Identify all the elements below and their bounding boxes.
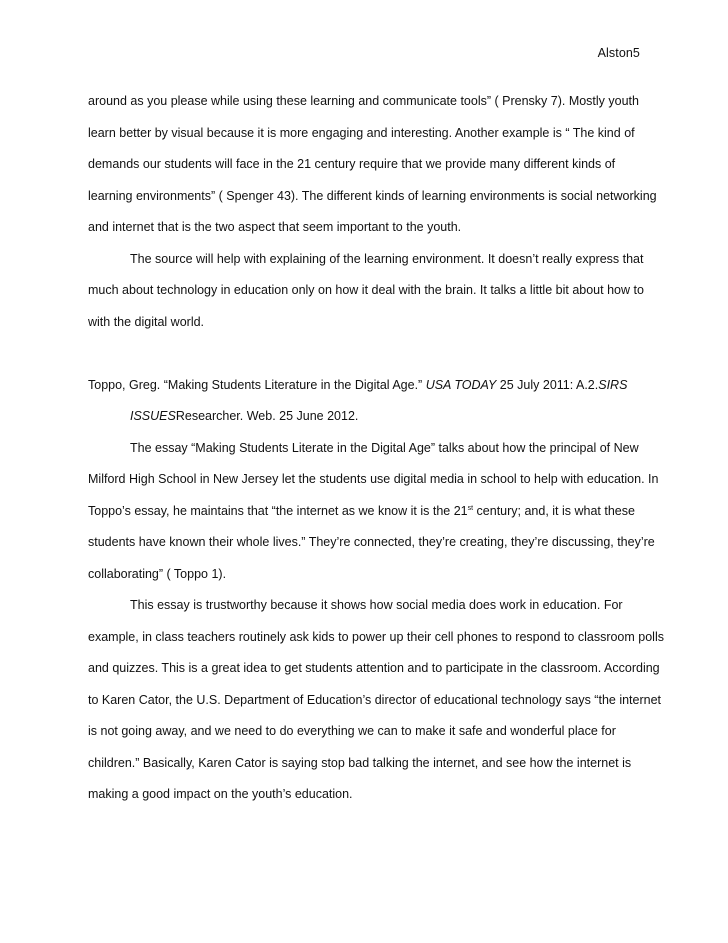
blank-line xyxy=(88,338,648,370)
citation-text: Toppo, Greg. “Making Students Literature in the Digital Age.” xyxy=(88,377,426,392)
citation-line-2 xyxy=(88,401,648,433)
citation-database: SIRS xyxy=(598,377,628,392)
page-header-label: Alston5 xyxy=(597,46,640,60)
paragraph2-line: The source will help with explaining of the learning environment. It doesn’t really express that xyxy=(130,251,644,266)
paragraph3-line: The essay “Making Students Literate in the Digital Age” talks about how the principal of New xyxy=(130,440,639,455)
paragraph4-line: making a good impact on the youth’s education. xyxy=(88,787,353,801)
paragraph4-line: and quizzes. This is a great idea to get students attention and to participate in the classroom. According xyxy=(88,661,660,675)
document-body xyxy=(88,86,664,811)
paragraph4-line: is not going away, and we need to do everything we can to make it safe and wonderful place for xyxy=(88,724,616,738)
paragraph1-line: and internet that is the two aspect that seem important to the youth. xyxy=(88,220,462,234)
paragraph1-line: around as you please while using these learning and communicate tools” ( Prensky 7). Mostly youth xyxy=(88,94,639,108)
paragraph1-line: learn better by visual because it is more engaging and interesting. Another example is “ The kind of xyxy=(88,125,635,140)
paragraph4-line: This essay is trustworthy because it shows how social media does work in education. For xyxy=(130,598,623,612)
ordinal-superscript: st xyxy=(467,504,474,512)
paragraph2-line: much about technology in education only on how it deal with the brain. It talks a little bit about how to xyxy=(88,283,644,297)
paragraph1-line: demands our students will face in the 21 century require that we provide many different kinds of xyxy=(88,157,616,171)
citation-database: ISSUES xyxy=(130,409,176,423)
citation-source-title: USA TODAY xyxy=(425,377,497,392)
paragraph1-line: learning environments” ( Spenger 43). The different kinds of learning environments is social networking xyxy=(88,188,657,203)
citation-text: 25 July 2011: A.2. xyxy=(496,377,599,392)
paragraph3-line: collaborating” ( Toppo 1). xyxy=(88,566,227,581)
paragraph3-text: century; and, it is what these xyxy=(473,503,635,518)
paragraph3-text: Toppo’s essay, he maintains that “the internet as we know it is the 21 xyxy=(88,503,468,518)
paragraph4-line: to Karen Cator, the U.S. Department of Education’s director of educational technology says “the internet xyxy=(88,692,662,707)
citation-line-1 xyxy=(88,370,648,402)
citation-text: Researcher. Web. 25 June 2012. xyxy=(175,409,359,423)
paragraph4-line: children.” Basically, Karen Cator is saying stop bad talking the internet, and see how the internet is xyxy=(88,755,632,770)
paragraph2-line: with the digital world. xyxy=(88,314,205,329)
paragraph3-line: Milford High School in New Jersey let the students use digital media in school to help with education. In xyxy=(88,472,659,486)
paragraph3-line: students have known their whole lives.” They’re connected, they’re creating, they’re discussing, they’re xyxy=(88,535,655,549)
paragraph3-line xyxy=(88,496,648,528)
paragraph4-line: example, in class teachers routinely ask kids to power up their cell phones to respond to classroom polls xyxy=(88,629,664,644)
